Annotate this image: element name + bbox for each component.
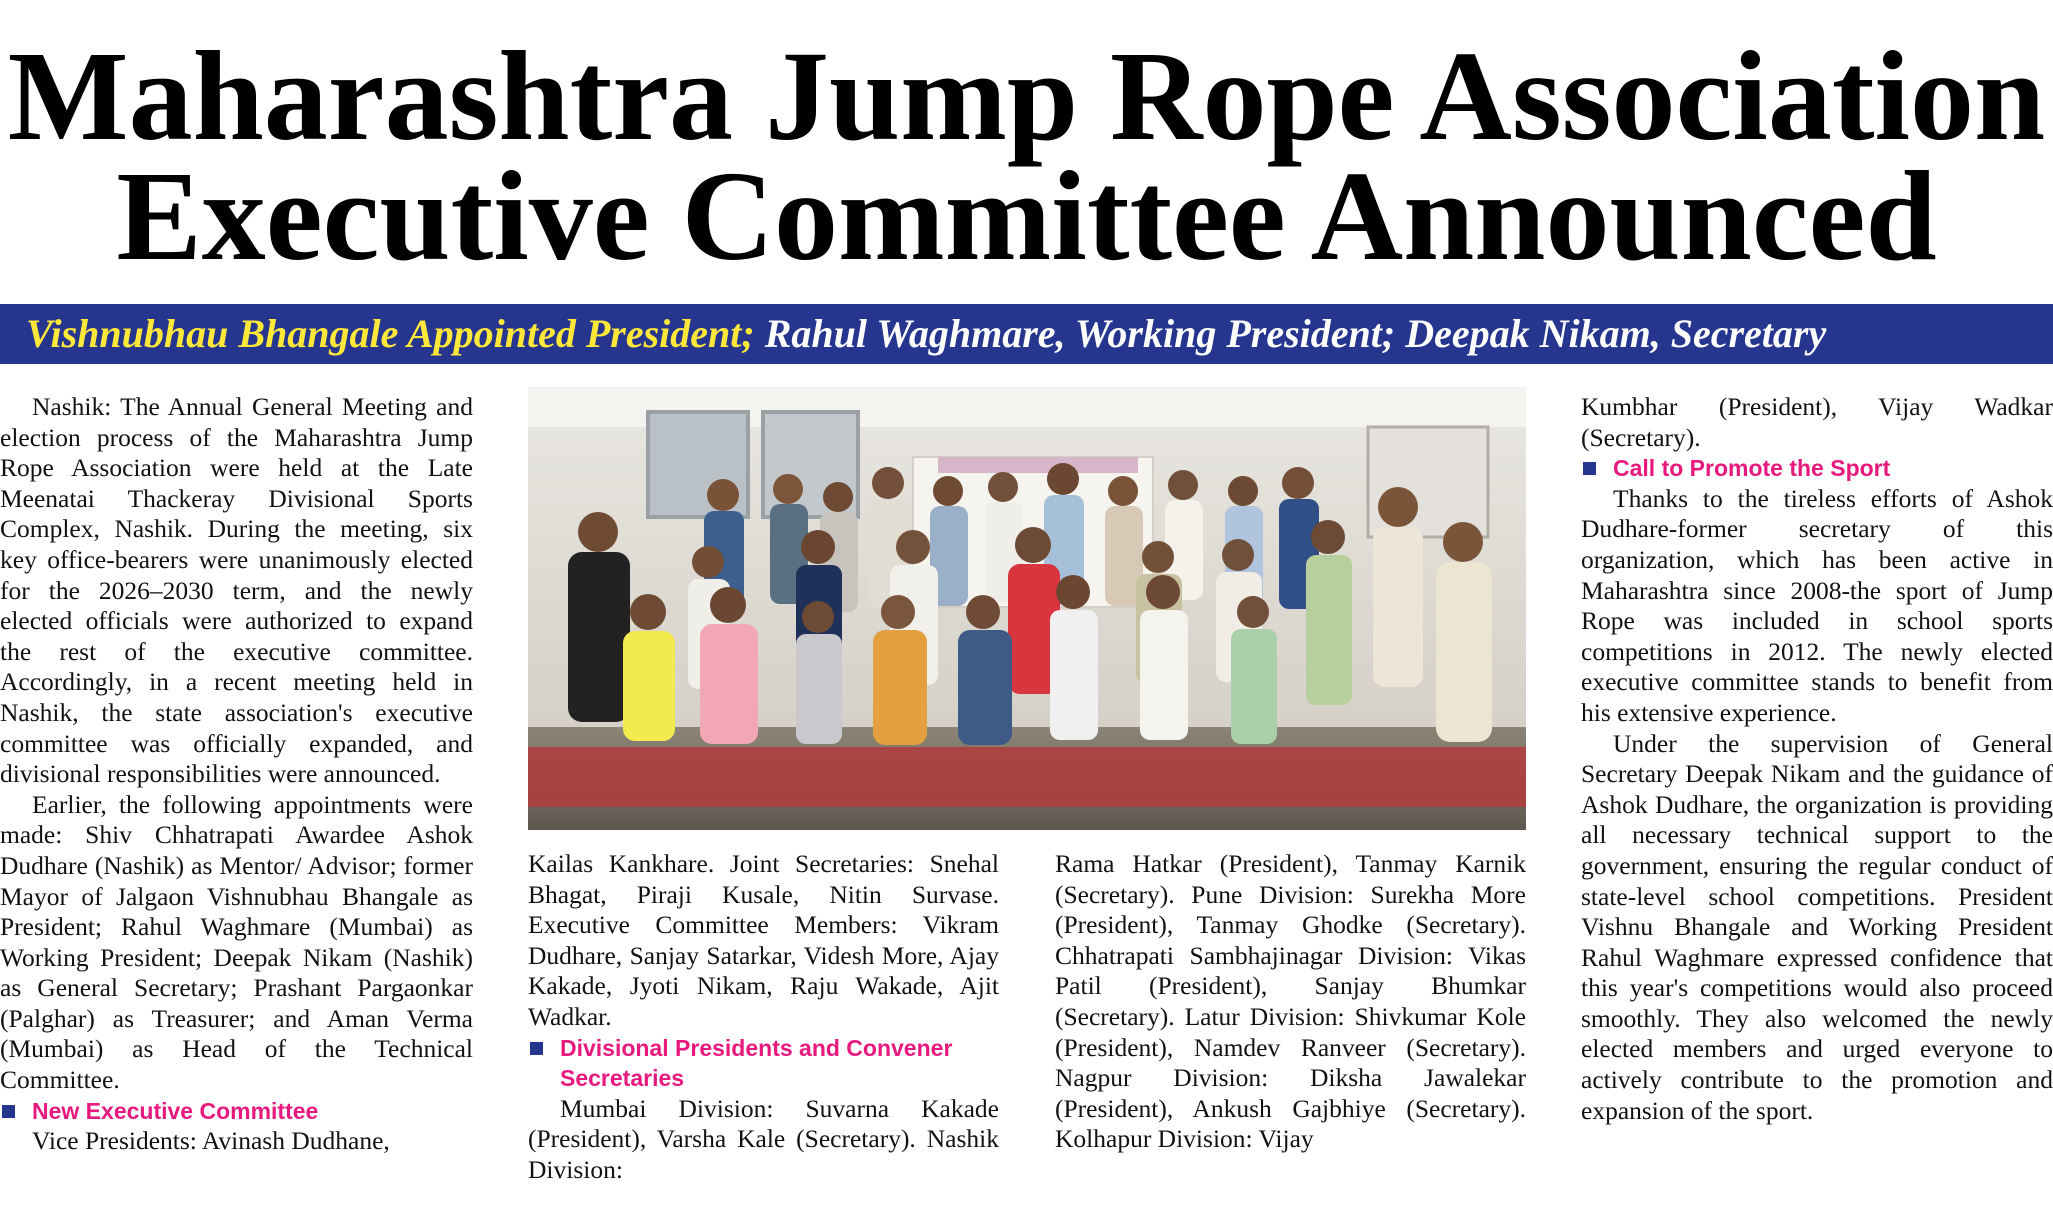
square-bullet-icon (1583, 462, 1596, 475)
article-column-4 (1581, 392, 2053, 1126)
square-bullet-icon (2, 1105, 15, 1118)
headline-line-1: Maharashtra Jump Rope Association (7, 25, 2046, 167)
article-column-1 (0, 392, 473, 1157)
section-heading-divisional (528, 1033, 999, 1094)
square-bullet-icon (530, 1042, 543, 1055)
subheadline-highlight: Vishnubhau Bhangale Appointed President; (26, 311, 755, 356)
headline-line-2: Executive Committee Announced (116, 145, 1937, 287)
subheadline-rest: Rahul Waghmare, Working President; Deepak Nikam, Secretary (754, 311, 1827, 356)
article-column-2 (528, 849, 999, 1186)
article-paragraph: Nashik: The Annual General Meeting and election process of the Maharashtra Jump Rope Association were held at the Late Meenatai Thackeray Divisional Sports Complex, Nashik. During the meeting, six key office-bearers were unanimously elected for the 2026–2030 term, and the newly elected officials were authorized to expand the rest of the executive committee. Accordingly, in a recent meeting held in Nashik, the state association's executive committee was officially expanded, and divisional responsibilities were announced. (0, 392, 473, 789)
article-paragraph: Kailas Kankhare. Joint Secretaries: Snehal Bhagat, Piraji Kusale, Nitin Survase. Executive Committee Members: Vikram Dudhare, Sanjay Satarkar, Videsh More, Ajay Kakade, Jyoti Nikam, Raju Wakade, Ajit Wadkar. (528, 849, 999, 1031)
group-photo-illustration (528, 387, 1526, 830)
section-heading-promote (1581, 453, 2053, 484)
article-column-3 (1055, 849, 1526, 1155)
headline (0, 25, 2053, 287)
article-paragraph: Mumbai Division: Suvarna Kakade (President), Varsha Kale (Secretary). Nashik Division: (528, 1093, 999, 1184)
section-heading-text: Divisional Presidents and Convener Secretaries (560, 1034, 953, 1092)
subheadline-band (0, 304, 2053, 364)
section-heading-text: Call to Promote the Sport (1613, 455, 1891, 482)
article-paragraph: Thanks to the tireless efforts of Ashok Dudhare-former secretary of this organization, which has been active in Maharashtra since 2008-the sport of Jump Rope was included in school sports competitions in 2012. The newly elected executive committee stands to benefit from his extensive experience. (1581, 483, 2053, 727)
article-paragraph: Rama Hatkar (President), Tanmay Karnik (Secretary). Pune Division: Surekha More (President), Tanmay Ghodke (Secretary). Chhatrapati Sambhajinagar Division: Vikas Patil (President), Sanjay Bhumkar (Secretary). Latur Division: Shivkumar Kole (President), Namdev Ranveer (Secretary). Nagpur Division: Diksha Jawalekar (President), Ankush Gajbhiye (Secretary). Kolhapur Division: Vijay (1055, 849, 1526, 1154)
group-photo (528, 387, 1526, 830)
section-heading-text: New Executive Committee (32, 1097, 319, 1124)
article-paragraph: Under the supervision of General Secretary Deepak Nikam and the guidance of Ashok Dudhare, the organization is providing all necessary technical support to the government, ensuring the regular conduct of state-level school competitions. President Vishnu Bhangale and Working President Rahul Waghmare expressed confidence that this year's competitions would also proceed smoothly. They also welcomed the newly elected members and urged everyone to actively contribute to the promotion and expansion of the sport. (1581, 728, 2053, 1125)
article-paragraph: Kumbhar (President), Vijay Wadkar (Secretary). (1581, 392, 2053, 452)
article-paragraph: Earlier, the following appointments were made: Shiv Chhatrapati Awardee Ashok Dudhare (Nashik) as Mentor/ Advisor; former Mayor of Jalgaon Vishnubhau Bhangale as President; Rahul Waghmare (Mumbai) as Working President; Deepak Nikam (Nashik) as General Secretary; Prashant Pargaonkar (Palghar) as Treasurer; and Aman Verma (Mumbai) as Head of the Technical Committee. (0, 789, 473, 1095)
section-heading-new-committee (0, 1096, 473, 1127)
article-paragraph: Vice Presidents: Avinash Dudhane, (32, 1126, 390, 1156)
